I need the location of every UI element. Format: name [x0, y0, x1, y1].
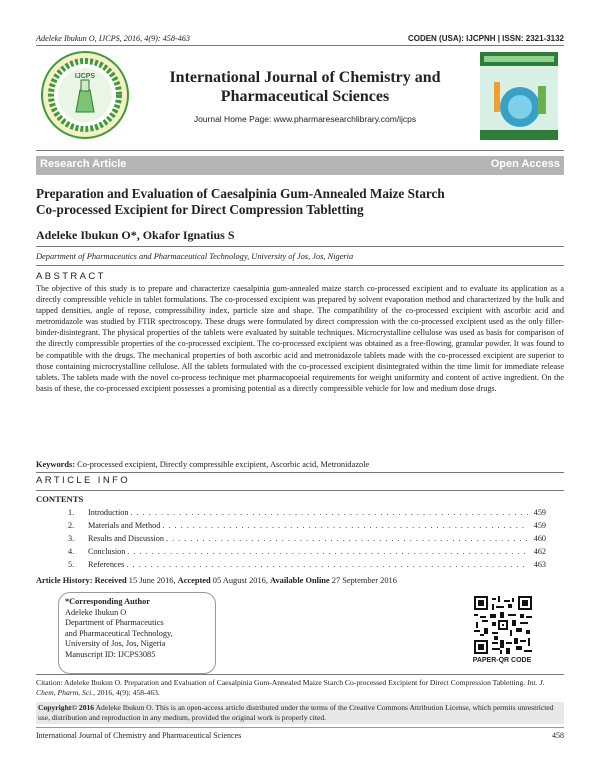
toc-entry[interactable]: 1. Introduction . . . 459 [68, 508, 546, 520]
citation: Citation: Adeleke Ibukun O. Preparation and Evaluation of Caesalpinia Gum-Annealed Maize Starch Co-processed Excipient for Direct Compression Tabletting. Int. J. Chem, Pharm, Sci., 2016, 4(9): 458-463. [36, 678, 545, 697]
corresponding-line: and Pharmaceutical Technology, [65, 628, 173, 638]
article-info-rule [36, 490, 564, 491]
toc-entry[interactable]: 3. Results and Discussion . . . 460 [68, 534, 546, 546]
corresponding-author-box [58, 592, 216, 674]
logo-text: IJCPS [74, 73, 96, 80]
corresponding-line: Department of Pharmaceutics [65, 618, 164, 627]
page-number: 458 [552, 731, 564, 740]
copyright-notice: Copyright© 2016 Adeleke Ibukun O. This is an open-access article distributed under the terms of the Creative Commons Attribution License, which permits unrestricted use, distribution and reproduction in any medium, provided the original work is properly cited. [36, 702, 564, 724]
keywords [36, 460, 564, 469]
article-type-banner [36, 156, 564, 175]
corresponding-line: Manuscript ID: IJCPS3085 [65, 649, 156, 659]
qr-code-label: PAPER-QR CODE [472, 657, 532, 664]
keywords-list: Co-processed excipient, Directly compressible excipient, Ascorbic acid, Metronidazole [77, 460, 370, 469]
citation-rule [36, 674, 564, 675]
running-header-left: Adeleke Ibukun O, IJCPS, 2016, 4(9): 458-463 [36, 34, 190, 43]
paper-qr-code[interactable] [470, 596, 536, 654]
corresponding-author-heading: *Corresponding Author [65, 597, 150, 606]
article-history: Article History: Received 15 June 2016, Accepted 05 August 2016, Available Online 27 September 2016 [36, 576, 397, 585]
open-access-label: Open Access [490, 158, 560, 170]
footer-rule [36, 727, 564, 728]
abstract-text: The objective of this study is to prepare and characterize caesalpinia gum-annealed maize starch co-processed excipient and to evaluate its application as a directly compressible vehicle in tablet formulations. The co-processed excipient was prepared by solvent evaporation method and characterized by the bulk and tapped densities, angle of repose, compressibility index, particle size and shape. The compatibility of the co-processed excipient with ascorbic acid and metronidazole was studied by FTIR spectroscopy. These drugs were formulated by direct compression with the co-processed excipient used as the only filler-binder-disintegrant. The physical properties of the tablets were evaluated by suitable techniques. Microcrystalline cellulose was used as basis for comparison of the directly compressible properties of the co-processed excipient. The co-processed excipient was obtained as a free-flowing, granular powder. It was found to be compatible with the drugs. The mechanical properties of both ascorbic acid and metronidazole tablets made with the co-processed excipient are superior to those containing microcrystalline cellulose. All the tablets formulated with the co-processed excipient disintegrated within the time limit for immediate release tablets. The tablets made with the novel co-process technique met pharmacopoeial requirements for weight uniformity and content of active ingredient. On the basis of these, the co-processed excipient possesses a promising potential as a directly compressible vehicle for low and medium dose drugs. [36, 284, 564, 393]
contents-heading: CONTENTS [36, 494, 84, 504]
toc-entry[interactable]: 5. References . . . 463 [68, 560, 546, 572]
authors-rule [36, 246, 564, 247]
header-rule [36, 45, 564, 46]
article-info-heading: ARTICLE INFO [36, 475, 131, 486]
affiliation-rule [36, 265, 564, 266]
corresponding-line: Adeleke Ibukun O [65, 607, 127, 617]
toc-entry[interactable]: 2. Materials and Method . . . 459 [68, 521, 546, 533]
masthead-rule [36, 150, 564, 151]
journal-home-page[interactable]: Journal Home Page: www.pharmaresearchlibrary.com/ijcps [193, 114, 417, 124]
running-header-right: CODEN (USA): IJCPNH | ISSN: 2321-3132 [407, 34, 564, 43]
journal-logo [40, 50, 130, 140]
corresponding-line: University of Jos, Jos, Nigeria [65, 639, 166, 648]
article-authors: Adeleke Ibukun O*, Okafor Ignatius S [36, 228, 235, 242]
footer-journal-name: International Journal of Chemistry and Pharmaceutical Sciences [36, 731, 242, 740]
research-article-label: Research Article [40, 158, 127, 170]
toc-entry[interactable]: 4. Conclusion . . . 462 [68, 547, 546, 559]
abstract-heading: ABSTRACT [36, 271, 106, 282]
abstract-rule [36, 472, 564, 473]
journal-title: International Journal of Chemistry and Pharmaceutical Sciences [169, 69, 441, 105]
journal-cover-image [480, 52, 558, 140]
affiliation: Department of Pharmaceutics and Pharmaceutical Technology, University of Jos, Jos, Nigeria [36, 252, 354, 261]
article-title: Preparation and Evaluation of Caesalpinia Gum-Annealed Maize Starch Co-processed Excipient for Direct Compression Tabletting [36, 186, 445, 217]
keywords-label: Keywords: [36, 460, 76, 469]
